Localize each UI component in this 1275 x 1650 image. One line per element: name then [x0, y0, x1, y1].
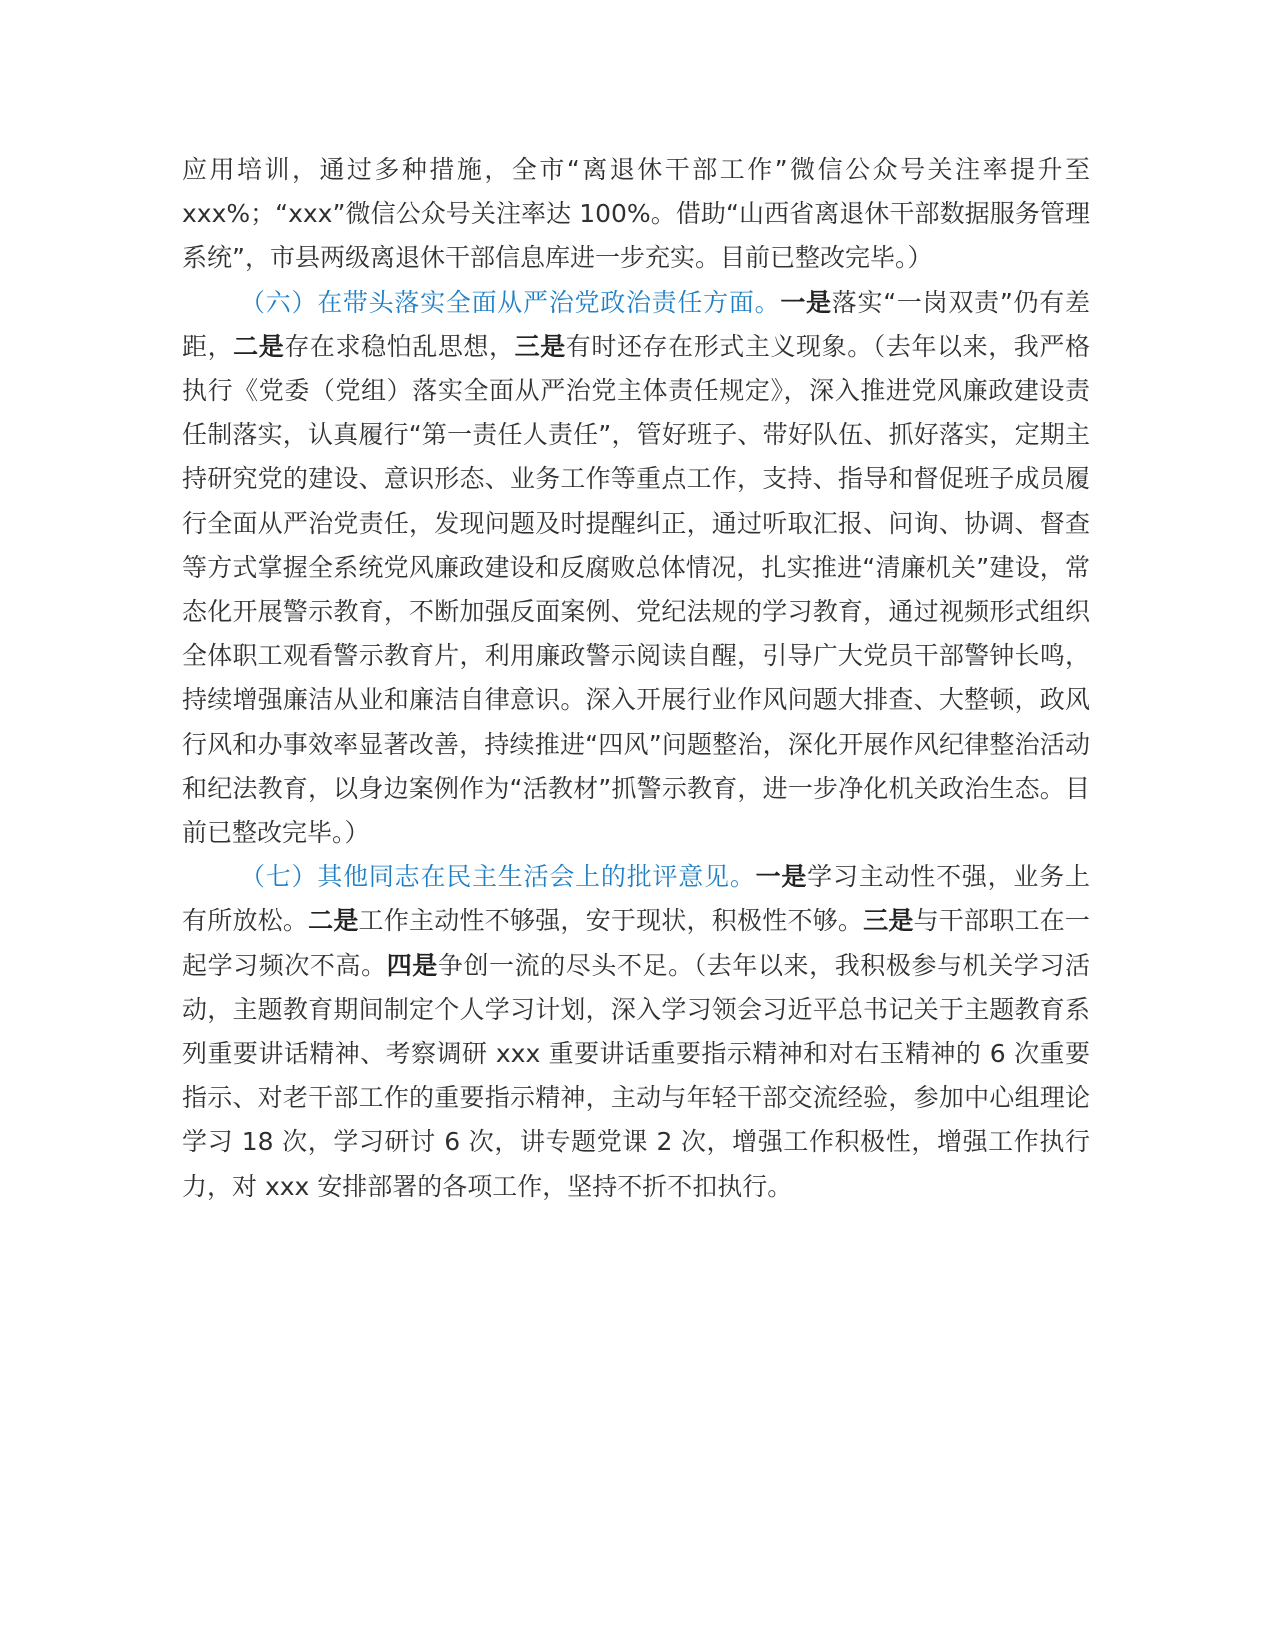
paragraph-text: 争创一流的尽头不足。（去年以来，我积极参与机关学习活动，主题教育期间制定个人学习计划，深入学习领会习近平总书记关于主题教育系列重要讲话精神、考察调研 xxx 重要讲话重要指示精神和对右玉精神的 6 次重要指示、对老干部工作的重要指示精神，主动与年轻干部交流经验，参加中心组理论学习 18 次，学习研讨 6 次，讲专题党课 2 次，增强工作积极性，增强工作执行力，对 xxx 安排部署的各项工作，坚持不折不扣执行。 [182, 950, 1090, 1201]
paragraph-text: 存在求稳怕乱思想， [284, 331, 515, 361]
paragraph-text: 落实“一岗双责”仍有差距， [182, 287, 1090, 361]
paragraph-wechat-followers [182, 148, 1090, 281]
paragraph-text: 学习主动性不强，业务上有所放松。 [182, 862, 1090, 936]
paragraph-text: 有时还存在形式主义现象。（去年以来，我严格执行《党委（党组）落实全面从严治党主体责任规定》，深入推进党风廉政建设责任制落实，认真履行“第一责任人责任”，管好班子、带好队伍、抓好落实，定期主持研究党的建设、意识形态、业务工作等重点工作，支持、指导和督促班子成员履行全面从严治党责任，发现问题及时提醒纠正，通过听取汇报、问询、协调、督查等方式掌握全系统党风廉政建设和反腐败总体情况，扎实推进“清廉机关”建设，常态化开展警示教育，不断加强反面案例、党纪法规的学习教育，通过视频形式组织全体职工观看警示教育片，利用廉政警示阅读自醒，引导广大党员干部警钟长鸣，持续增强廉洁从业和廉洁自律意识。深入开展行业作风问题大排查、大整顿，政风行风和办事效率显著改善，持续推进“四风”问题整治，深化开展作风纪律整治活动和纪法教育，以身边案例作为“活教材”抓警示教育，进一步净化机关政治生态。目前已整改完毕。） [182, 331, 1090, 848]
emphasis-second: 二是 [233, 331, 285, 361]
emphasis-third: 三是 [863, 906, 914, 936]
emphasis-fourth: 四是 [386, 950, 438, 980]
emphasis-first: 一是 [780, 287, 832, 317]
emphasis-third: 三是 [514, 331, 566, 361]
paragraph-section-six [182, 281, 1090, 856]
paragraph-text: 应用培训，通过多种措施，全市“离退休干部工作”微信公众号关注率提升至 xxx%；“xxx”微信公众号关注率达 100%。借助“山西省离退休干部数据服务管理系统”，市县两级离退休干部信息库进一步充实。目前已整改完毕。） [182, 155, 1090, 273]
paragraph-text: 工作主动性不够强，安于现状，积极性不够。 [358, 906, 864, 936]
paragraph-text: 与干部职工在一起学习频次不高。 [182, 906, 1090, 980]
section-heading-six: （六）在带头落实全面从严治党政治责任方面。 [240, 287, 781, 317]
section-heading-seven: （七）其他同志在民主生活会上的批评意见。 [240, 862, 756, 892]
paragraph-section-seven [182, 855, 1090, 1209]
document-page [182, 148, 1090, 1209]
emphasis-first: 一是 [755, 862, 808, 892]
emphasis-second: 二是 [308, 906, 359, 936]
